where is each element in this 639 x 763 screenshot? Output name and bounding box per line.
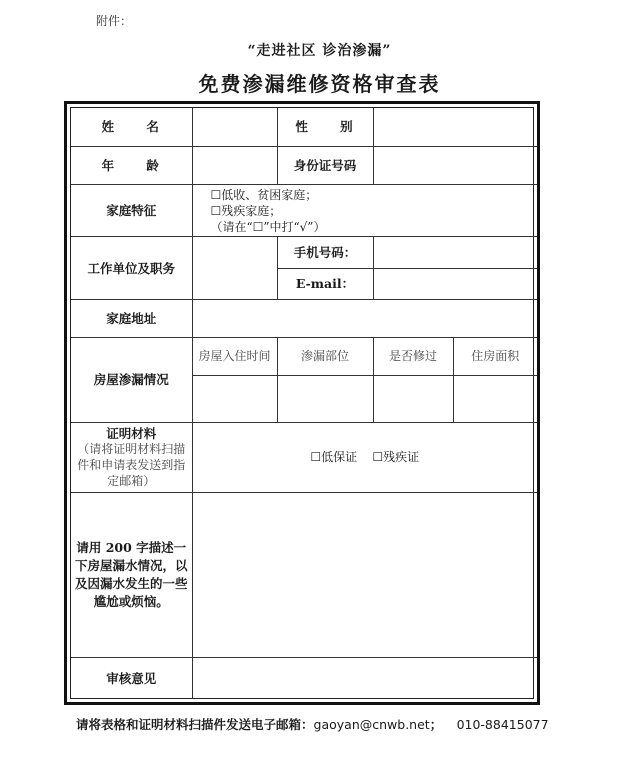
move-in-time-field[interactable] bbox=[192, 376, 277, 422]
leak-label: 房屋渗漏情况 bbox=[71, 338, 192, 423]
review-field[interactable] bbox=[192, 658, 537, 698]
row-age-id bbox=[71, 146, 537, 184]
email-field[interactable] bbox=[373, 268, 537, 299]
row-address bbox=[71, 299, 537, 337]
phone-field[interactable] bbox=[373, 237, 537, 268]
work-field[interactable] bbox=[192, 237, 277, 299]
area-header: 住房面积 bbox=[453, 338, 537, 376]
row-description bbox=[71, 493, 537, 658]
contact-email[interactable]: gaoyan@cnwb.net bbox=[313, 717, 430, 732]
gender-field[interactable] bbox=[373, 108, 537, 146]
repaired-field[interactable] bbox=[373, 376, 453, 422]
name-label: 姓 名 bbox=[71, 108, 192, 146]
form-frame bbox=[64, 101, 540, 705]
age-field[interactable] bbox=[192, 146, 277, 184]
checkbox-instruction: （请在“☐”中打“√”） bbox=[210, 219, 326, 234]
row-review bbox=[71, 658, 537, 698]
low-income-checkbox[interactable]: ☐低收、贫困家庭； bbox=[210, 187, 318, 202]
form-subtitle: “走进社区 诊治渗漏” bbox=[247, 43, 392, 59]
form-title: 免费渗漏维修资格审查表 bbox=[198, 72, 441, 96]
family-label: 家庭特征 bbox=[71, 185, 192, 237]
review-label: 审核意见 bbox=[71, 658, 192, 698]
proof-options[interactable]: ☐低保证 ☐残疾证 bbox=[192, 422, 537, 492]
address-label: 家庭地址 bbox=[71, 299, 192, 337]
proof-note: （请将证明材料扫描件和申请表发送到指定邮箱） bbox=[77, 441, 186, 488]
footer-instruction bbox=[76, 715, 549, 733]
row-work-phone bbox=[71, 237, 537, 268]
row-proof bbox=[71, 422, 537, 492]
row-leak-header bbox=[71, 338, 537, 376]
attachment-label: 附件： bbox=[96, 14, 133, 28]
description-field[interactable] bbox=[192, 493, 537, 658]
age-label: 年 龄 bbox=[71, 146, 192, 184]
id-number-field[interactable] bbox=[373, 146, 537, 184]
proof-label-cell bbox=[71, 422, 192, 492]
footer-text: 请将表格和证明材料扫描件发送电子邮箱： bbox=[76, 717, 314, 732]
footer-separator: ； bbox=[429, 717, 443, 732]
row-name-gender bbox=[71, 108, 537, 146]
proof-label: 证明材料 bbox=[106, 425, 157, 441]
leak-location-field[interactable] bbox=[277, 376, 373, 422]
gender-label: 性 别 bbox=[277, 108, 373, 146]
name-field[interactable] bbox=[192, 108, 277, 146]
address-field[interactable] bbox=[192, 299, 537, 337]
id-number-label: 身份证号码 bbox=[277, 146, 373, 184]
family-options-cell bbox=[192, 185, 537, 237]
disabled-family-checkbox[interactable]: ☐残疾家庭； bbox=[210, 203, 282, 218]
email-label: E-mail： bbox=[277, 268, 373, 299]
leak-location-header: 渗漏部位 bbox=[277, 338, 373, 376]
application-form-table bbox=[71, 108, 537, 698]
row-family bbox=[71, 185, 537, 237]
work-label: 工作单位及职务 bbox=[71, 237, 192, 299]
repaired-header: 是否修过 bbox=[373, 338, 453, 376]
move-in-time-header: 房屋入住时间 bbox=[192, 338, 277, 376]
contact-phone: 010-88415077 bbox=[456, 717, 549, 732]
phone-label: 手机号码： bbox=[277, 237, 373, 268]
area-field[interactable] bbox=[453, 376, 537, 422]
description-label: 请用 200 字描述一下房屋漏水情况，以及因漏水发生的一些尴尬或烦恼。 bbox=[71, 493, 192, 658]
